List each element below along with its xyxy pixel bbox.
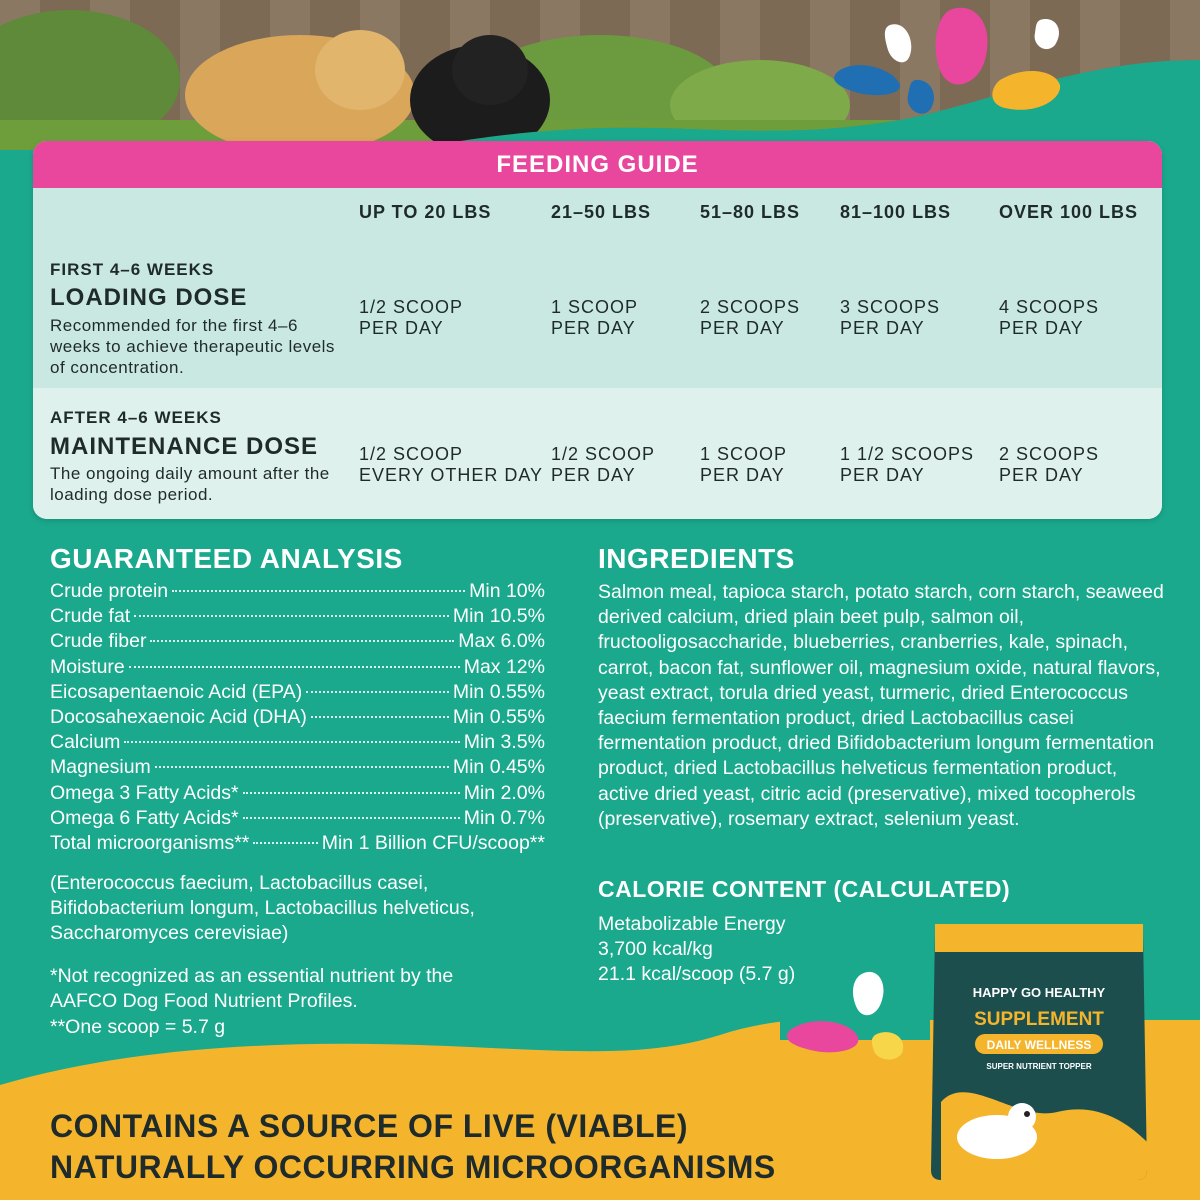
column-header: 21–50 LBS bbox=[551, 202, 652, 222]
dot-leader bbox=[243, 792, 460, 794]
ingredients-title: INGREDIENTS bbox=[598, 543, 795, 574]
analysis-row bbox=[50, 706, 545, 731]
column-header: 51–80 LBS bbox=[700, 202, 801, 222]
nutrient-value: Min 10% bbox=[469, 580, 545, 602]
nutrient-value: Min 3.5% bbox=[463, 731, 545, 754]
guaranteed-analysis-list bbox=[50, 580, 545, 857]
dot-leader bbox=[150, 640, 454, 642]
feeding-guide-table bbox=[33, 141, 1162, 519]
analysis-row bbox=[50, 656, 545, 681]
column-header: UP TO 20 LBS bbox=[359, 202, 492, 222]
dose-cell: 3 SCOOPS PER DAY bbox=[840, 297, 941, 338]
nutrient-name: Crude protein bbox=[50, 580, 169, 602]
nutrient-value: Min 2.0% bbox=[463, 781, 545, 804]
bag-variant-text: DAILY WELLNESS bbox=[986, 1038, 1092, 1052]
nutrient-name: Moisture bbox=[50, 655, 125, 678]
nutrient-name: Calcium bbox=[50, 731, 121, 754]
dose-cell: 2 SCOOPS PER DAY bbox=[700, 297, 801, 338]
dot-leader bbox=[243, 817, 460, 819]
analysis-row bbox=[50, 807, 545, 832]
organisms-note: (Enterococcus faecium, Lactobacillus casei, Bifidobacterium longum, Lactobacillus helveticus, Saccharomyces cerevisiae) bbox=[50, 872, 475, 945]
nutrient-name: Omega 3 Fatty Acids* bbox=[50, 781, 239, 804]
dot-leader bbox=[129, 666, 460, 668]
calorie-content-title: CALORIE CONTENT (CALCULATED) bbox=[598, 876, 1011, 902]
nutrient-value: Min 1 Billion CFU/scoop** bbox=[321, 831, 545, 854]
footnote-nutrient: *Not recognized as an essential nutrient by the AAFCO Dog Food Nutrient Profiles. bbox=[50, 965, 454, 1013]
paint-splash-top bbox=[800, 0, 1080, 130]
dot-leader bbox=[134, 615, 449, 617]
dot-leader bbox=[124, 741, 459, 743]
footnote-scoop: **One scoop = 5.7 g bbox=[50, 1016, 226, 1038]
nutrient-value: Max 12% bbox=[463, 655, 545, 678]
tagline-line: CONTAINS A SOURCE OF LIVE (VIABLE) bbox=[50, 1108, 689, 1144]
dot-leader bbox=[155, 766, 449, 768]
dose-subtitle: AFTER 4–6 WEEKS bbox=[50, 408, 222, 427]
analysis-row bbox=[50, 630, 545, 655]
nutrient-value: Min 0.45% bbox=[452, 756, 545, 779]
nutrient-name: Total microorganisms** bbox=[50, 831, 250, 854]
dose-subtitle: FIRST 4–6 WEEKS bbox=[50, 260, 215, 279]
dose-cell: 1/2 SCOOP EVERY OTHER DAY bbox=[359, 444, 544, 485]
dot-leader bbox=[253, 842, 317, 844]
guaranteed-analysis-title: GUARANTEED ANALYSIS bbox=[50, 543, 403, 574]
column-header: OVER 100 LBS bbox=[999, 202, 1139, 222]
dose-description: The ongoing daily amount after the loading dose period. bbox=[50, 464, 330, 504]
nutrient-name: Omega 6 Fatty Acids* bbox=[50, 806, 239, 829]
bag-name-text: SUPPLEMENT bbox=[974, 1009, 1104, 1030]
maintenance-dose-row bbox=[33, 388, 1162, 519]
dot-leader bbox=[311, 716, 449, 718]
calorie-line: 3,700 kcal/kg bbox=[598, 938, 713, 960]
dose-cell: 1 SCOOP PER DAY bbox=[551, 297, 639, 338]
nutrient-name: Crude fiber bbox=[50, 630, 147, 653]
calorie-line: Metabolizable Energy bbox=[598, 913, 786, 935]
dose-cell: 1/2 SCOOP PER DAY bbox=[359, 297, 464, 338]
bag-sub-text: SUPER NUTRIENT TOPPER bbox=[986, 1062, 1092, 1071]
dose-cell: 4 SCOOPS PER DAY bbox=[999, 297, 1100, 338]
live-microorganisms-tagline bbox=[50, 1106, 776, 1188]
dose-cell: 1/2 SCOOP PER DAY bbox=[551, 444, 656, 485]
bag-brand-text: HAPPY GO HEALTHY bbox=[972, 985, 1106, 1000]
analysis-row bbox=[50, 756, 545, 781]
analysis-row bbox=[50, 605, 545, 630]
nutrient-name: Crude fat bbox=[50, 605, 131, 628]
dose-cell: 1 1/2 SCOOPS PER DAY bbox=[840, 444, 975, 485]
nutrient-value: Min 0.7% bbox=[463, 806, 545, 829]
nutrient-value: Min 0.55% bbox=[452, 705, 545, 728]
dose-title: MAINTENANCE DOSE bbox=[50, 433, 319, 460]
calorie-line: 21.1 kcal/scoop (5.7 g) bbox=[598, 963, 796, 985]
analysis-row bbox=[50, 681, 545, 706]
dot-leader bbox=[172, 590, 465, 592]
analysis-row bbox=[50, 832, 545, 857]
dose-cell: 2 SCOOPS PER DAY bbox=[999, 444, 1100, 485]
nutrient-value: Max 6.0% bbox=[458, 630, 545, 653]
tagline-line: NATURALLY OCCURRING MICROORGANISMS bbox=[50, 1149, 776, 1185]
analysis-row bbox=[50, 782, 545, 807]
dose-description: Recommended for the first 4–6 weeks to achieve therapeutic levels of concentration. bbox=[50, 316, 335, 377]
nutrient-value: Min 0.55% bbox=[452, 680, 545, 703]
nutrient-name: Eicosapentaenoic Acid (EPA) bbox=[50, 680, 303, 703]
nutrient-name: Docosahexaenoic Acid (DHA) bbox=[50, 705, 307, 728]
dose-title: LOADING DOSE bbox=[50, 284, 248, 311]
loading-dose-row bbox=[33, 236, 1162, 388]
column-header: 81–100 LBS bbox=[840, 202, 952, 222]
nutrient-name: Magnesium bbox=[50, 756, 151, 779]
dot-leader bbox=[306, 691, 449, 693]
analysis-row bbox=[50, 580, 545, 605]
ingredients-text: Salmon meal, tapioca starch, potato starch, corn starch, seaweed derived calcium, dried plain beet pulp, salmon oil, fructooligosaccharide, blueberries, cranberries, kale, spinach, carrot, bacon fat, sunflower oil, magnesium oxide, natural flavors, yeast extract, torula dried yeast, turmeric, dried Enterococcus faecium fermentation product, dried Lactobacillus casei fermentation product, dried Bifidobacterium longum fermentation product, dried Lactobacillus helveticus fermentation product, active dried yeast, citric acid (preservative), mixed tocopherols (preservative), rosemary extract, selenium yeast. bbox=[598, 581, 1164, 830]
weight-columns-header bbox=[33, 188, 1162, 236]
analysis-row bbox=[50, 731, 545, 756]
nutrient-value: Min 10.5% bbox=[452, 605, 545, 628]
paint-splash-bottom bbox=[780, 965, 920, 1065]
product-bag-image bbox=[927, 922, 1151, 1184]
feeding-guide-title: FEEDING GUIDE bbox=[33, 141, 1162, 188]
dose-cell: 1 SCOOP PER DAY bbox=[700, 444, 788, 485]
